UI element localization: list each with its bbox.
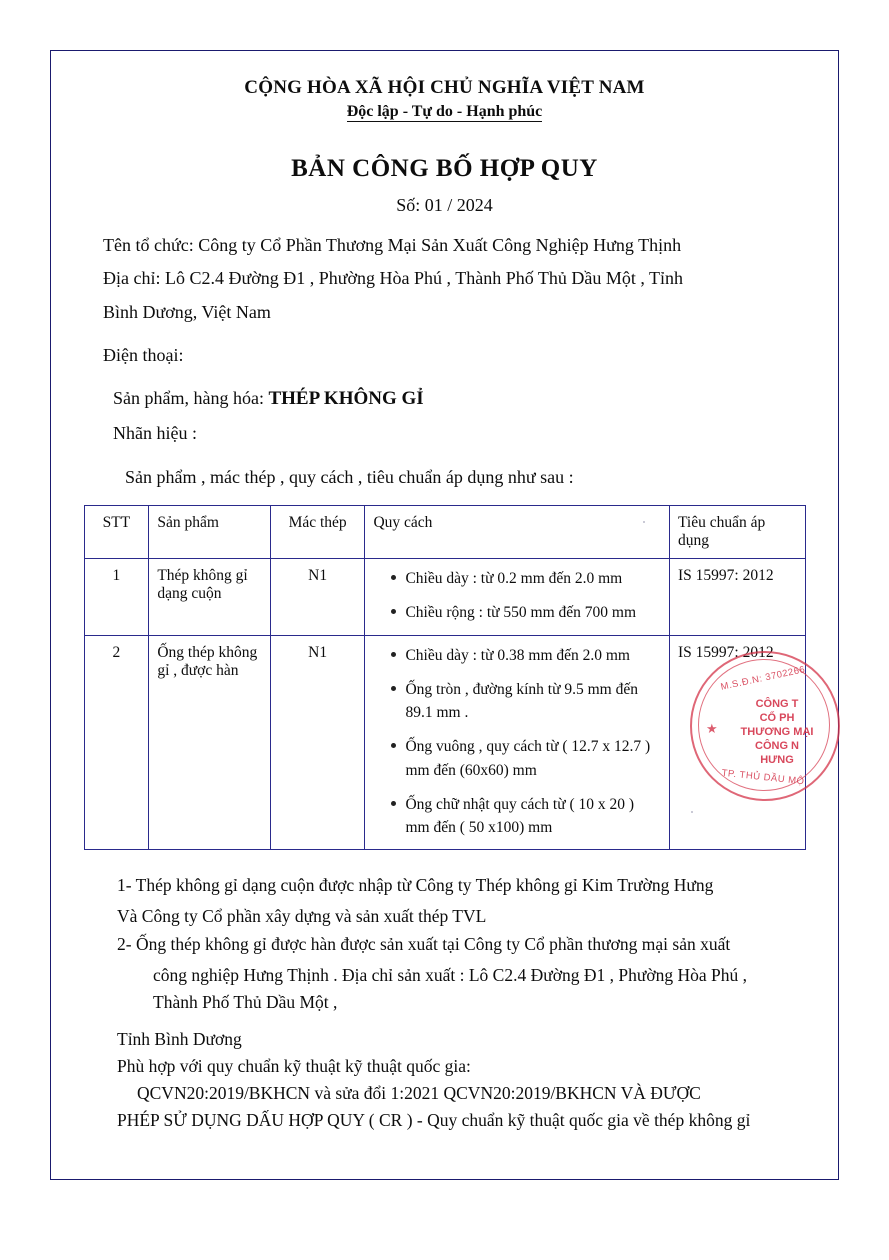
closing-section	[77, 1026, 812, 1135]
cell-grade: N1	[270, 635, 365, 850]
cell-standard: IS 15997: 2012	[669, 559, 805, 636]
table-row	[84, 635, 805, 850]
org-name-line: Tên tổ chức: Công ty Cổ Phần Thương Mại Sản Xuất Công Nghiệp Hưng Thịnh	[103, 235, 682, 255]
qcvn-line-2: PHÉP SỬ DỤNG DẤU HỢP QUY ( CR ) - Quy chuẩn kỹ thuật quốc gia về thép không gỉ	[117, 1110, 751, 1131]
document-body	[51, 51, 838, 1134]
product-label: Sản phẩm, hàng hóa:	[113, 388, 269, 409]
spec-list	[373, 644, 661, 840]
spec-item: Chiều rộng : từ 550 mm đến 700 mm	[391, 601, 661, 624]
note-text: Thép không gỉ dạng cuộn được nhập từ Công ty Thép không gỉ Kim Trường Hưng	[135, 875, 714, 896]
cell-grade: N1	[270, 559, 365, 636]
specification-table	[84, 505, 806, 850]
conformity-line: Phù hợp với quy chuẩn kỹ thuật kỹ thuật quốc gia:	[117, 1056, 471, 1077]
spec-item: Chiều dày : từ 0.38 mm đến 2.0 mm	[391, 644, 661, 667]
seal-core-line-5: HƯNG	[760, 754, 794, 767]
document-number: Số: 01 / 2024	[396, 195, 493, 215]
note-text: Ống thép không gỉ được hàn được sản xuất tại Công ty Cổ phần thương mại sản xuất	[135, 933, 731, 954]
seal-arc-top: M.S.Đ.N: 3702266	[719, 664, 807, 693]
cell-product: Thép không gỉ dạng cuộn	[149, 559, 270, 636]
star-icon: ★	[706, 721, 718, 736]
spec-item: Ống vuông , quy cách từ ( 12.7 x 12.7 ) mm đến (60x60) mm	[391, 735, 661, 782]
product-value: THÉP KHÔNG GỈ	[268, 388, 424, 410]
org-address-line2: Bình Dương, Việt Nam	[103, 301, 271, 322]
document-page	[50, 50, 839, 1180]
notes-section	[77, 872, 812, 1016]
spec-item: Ống tròn , đường kính từ 9.5 mm đến 89.1 mm .	[391, 678, 661, 725]
cell-product: Ống thép không gỉ , được hàn	[149, 635, 270, 850]
cell-stt: 2	[84, 635, 149, 850]
brand-line: Nhãn hiệu :	[113, 423, 197, 444]
note-marker: 2-	[117, 933, 132, 954]
document-title: BẢN CÔNG BỐ HỢP QUY	[291, 155, 598, 182]
national-motto	[77, 103, 812, 121]
table-header-stt: STT	[84, 506, 149, 559]
table-header-standard: Tiêu chuẩn áp dụng	[669, 506, 805, 559]
table-header-row	[84, 506, 805, 559]
cell-standard: IS 15997: 2012	[669, 635, 805, 850]
org-phone-line: Điện thoại:	[103, 345, 184, 366]
province-line: Tỉnh Bình Dương	[117, 1028, 242, 1049]
scan-artifact	[691, 811, 693, 813]
note-continuation: Và Công ty Cổ phần xây dựng và sản xuất thép TVL	[117, 906, 487, 927]
note-marker: 1-	[117, 875, 132, 896]
note-item	[117, 872, 792, 899]
seal-core-line-1: CÔNG T	[755, 698, 799, 710]
qcvn-line-1: QCVN20:2019/BKHCN và sửa đổi 1:2021 QCVN20:2019/BKHCN VÀ ĐƯỢC	[137, 1083, 701, 1104]
national-title: CỘNG HÒA XÃ HỘI CHỦ NGHĨA VIỆT NAM	[244, 77, 645, 98]
table-row	[84, 559, 805, 636]
cell-stt: 1	[84, 559, 149, 636]
table-header-grade: Mác thép	[270, 506, 365, 559]
spec-item: Chiều dày : từ 0.2 mm đến 2.0 mm	[391, 567, 661, 590]
spec-intro: Sản phẩm , mác thép , quy cách , tiêu chuẩn áp dụng như sau :	[125, 466, 574, 487]
note-continuation: Thành Phố Thủ Dầu Một ,	[153, 991, 338, 1012]
seal-core-line-3: THƯƠNG MẠI	[740, 726, 814, 739]
seal-core-line-2: CỔ PH	[759, 712, 795, 725]
table-header-product: Sản phẩm	[149, 506, 270, 559]
table-header-spec: Quy cách	[365, 506, 670, 559]
cell-specs	[365, 559, 670, 636]
scan-artifact	[643, 521, 645, 523]
note-item	[117, 931, 792, 958]
national-motto-text: Độc lập - Tự do - Hạnh phúc	[346, 103, 543, 120]
spec-item: Ống chữ nhật quy cách từ ( 10 x 20 ) mm đến ( 50 x100) mm	[391, 793, 661, 840]
note-continuation: công nghiệp Hưng Thịnh . Địa chỉ sản xuất : Lô C2.4 Đường Đ1 , Phường Hòa Phú ,	[153, 964, 747, 985]
product-line	[77, 385, 812, 414]
seal-arc-bottom: TP. THỦ DẦU MỘ	[721, 767, 805, 788]
seal-core-line-4: CÔNG N	[755, 740, 799, 753]
spec-list	[373, 567, 661, 625]
org-address-line1: Địa chỉ: Lô C2.4 Đường Đ1 , Phường Hòa Phú , Thành Phố Thủ Dầu Một , Tỉnh	[103, 268, 684, 289]
cell-specs	[365, 635, 670, 850]
